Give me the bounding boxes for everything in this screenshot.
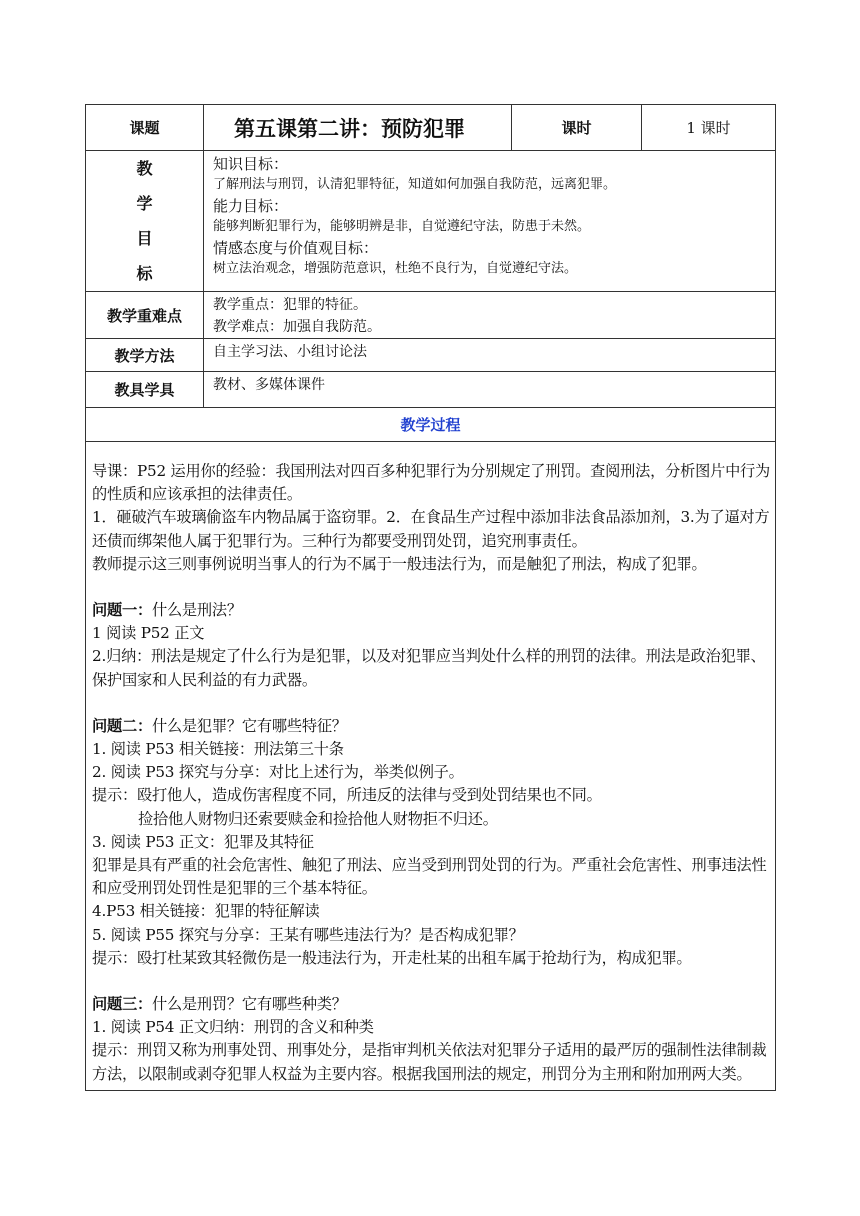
tools-row	[86, 372, 776, 408]
intro-paragraph: 导课：P52 运用你的经验：我国刑法对四百多种犯罪行为分别规定了刑罚。查阅刑法，分析图片中行为的性质和应该承担的法律责任。	[92, 462, 771, 504]
lesson-plan-table	[85, 104, 776, 1091]
header-row	[86, 105, 776, 151]
q3-line: 提示：刑罚又称为刑事处罚、刑事处分，是指审判机关依法对犯罪分子适用的最严厉的强制性法律制裁方法，以限制或剥夺犯罪人权益为主要内容。根据我国刑法的规定，刑罚分为主刑和附加刑两大类。	[92, 1041, 767, 1083]
knowledge-heading: 知识目标：	[213, 155, 289, 173]
goals-label	[86, 151, 204, 292]
keypoints-label: 教学重难点	[86, 292, 204, 339]
question-three	[92, 993, 771, 1016]
q2-line: 5. 阅读 P55 探究与分享：王某有哪些违法行为？是否构成犯罪？	[92, 925, 524, 944]
question-two-label: 问题二：	[92, 716, 152, 735]
q2-line: 1. 阅读 P53 相关链接：刑法第三十条	[92, 740, 344, 759]
emotion-text: 树立法治观念，增强防范意识，杜绝不良行为，自觉遵纪守法。	[213, 261, 578, 276]
goals-content	[204, 151, 776, 292]
methods-label: 教学方法	[86, 339, 204, 372]
hours-value: 1 课时	[642, 105, 776, 151]
emotion-heading: 情感态度与价值观目标：	[213, 239, 379, 257]
question-one	[92, 599, 771, 622]
q2-indented-line: 捡拾他人财物归还索要赎金和捡拾他人财物拒不归还。	[138, 809, 498, 828]
goals-label-char: 目	[136, 229, 153, 248]
tools-value: 教材、多媒体课件	[204, 372, 776, 408]
process-body-row	[86, 442, 776, 1091]
q2-line: 提示：殴打杜某致其轻微伤是一般违法行为，开走杜某的出租车属于抢劫行为，构成犯罪。	[92, 948, 692, 967]
q2-line: 犯罪是具有严重的社会危害性、触犯了刑法、应当受到刑罚处罚的行为。严重社会危害性、刑事违法性和应受刑罚处罚性是犯罪的三个基本特征。	[92, 856, 767, 898]
intro-paragraph: 1．砸破汽车玻璃偷盗车内物品属于盗窃罪。2．在食品生产过程中添加非法食品添加剂，3.为了逼对方还债而绑架他人属于犯罪行为。三种行为都要受刑罚处罚，追究刑事责任。	[92, 508, 770, 550]
question-one-label: 问题一：	[92, 601, 152, 620]
question-two	[92, 715, 771, 738]
ability-text: 能够判断犯罪行为，能够明辨是非，自觉遵纪守法，防患于未然。	[213, 219, 591, 234]
q2-line: 2. 阅读 P53 探究与分享：对比上述行为，举类似例子。	[92, 763, 464, 782]
q2-line: 提示：殴打他人，造成伤害程度不同，所违反的法律与受到处罚结果也不同。	[92, 786, 602, 805]
process-heading: 教学过程	[86, 408, 776, 442]
process-body	[86, 442, 776, 1091]
methods-row	[86, 339, 776, 372]
key-focus: 教学重点：犯罪的特征。	[213, 297, 367, 313]
hours-label: 课时	[512, 105, 642, 151]
question-one-text: 什么是刑法？	[151, 601, 242, 620]
q2-line: 3. 阅读 P53 正文：犯罪及其特征	[92, 832, 314, 851]
ability-heading: 能力目标：	[213, 197, 289, 215]
q2-line: 4.P53 相关链接：犯罪的特征解读	[92, 902, 320, 921]
knowledge-text: 了解刑法与刑罚，认清犯罪特征，知道如何加强自我防范，远离犯罪。	[213, 177, 617, 192]
intro-paragraph: 教师提示这三则事例说明当事人的行为不属于一般违法行为，而是触犯了刑法，构成了犯罪。	[92, 554, 707, 573]
q3-line: 1. 阅读 P54 正文归纳：刑罚的含义和种类	[92, 1018, 374, 1037]
keypoints-row	[86, 292, 776, 339]
tools-label: 教具学具	[86, 372, 204, 408]
methods-value: 自主学习法、小组讨论法	[204, 339, 776, 372]
key-difficulty: 教学难点：加强自我防范。	[213, 319, 381, 335]
question-two-text: 什么是犯罪？它有哪些特征？	[151, 716, 347, 735]
lesson-title: 第五课第二讲：预防犯罪	[204, 105, 512, 151]
goals-label-char: 标	[136, 264, 153, 283]
keypoints-content	[204, 292, 776, 339]
question-three-text: 什么是刑罚？它有哪些种类？	[151, 995, 347, 1014]
goals-row	[86, 151, 776, 292]
q1-line: 2.归纳：刑法是规定了什么行为是犯罪，以及对犯罪应当判处什么样的刑罚的法律。刑法是政治犯罪、保护国家和人民利益的有力武器。	[92, 647, 766, 689]
process-heading-row	[86, 408, 776, 442]
question-three-label: 问题三：	[92, 995, 152, 1014]
goals-label-char: 学	[136, 194, 153, 213]
goals-label-char: 教	[136, 159, 153, 178]
q1-line: 1 阅读 P52 正文	[92, 624, 205, 643]
subject-label: 课题	[86, 105, 204, 151]
